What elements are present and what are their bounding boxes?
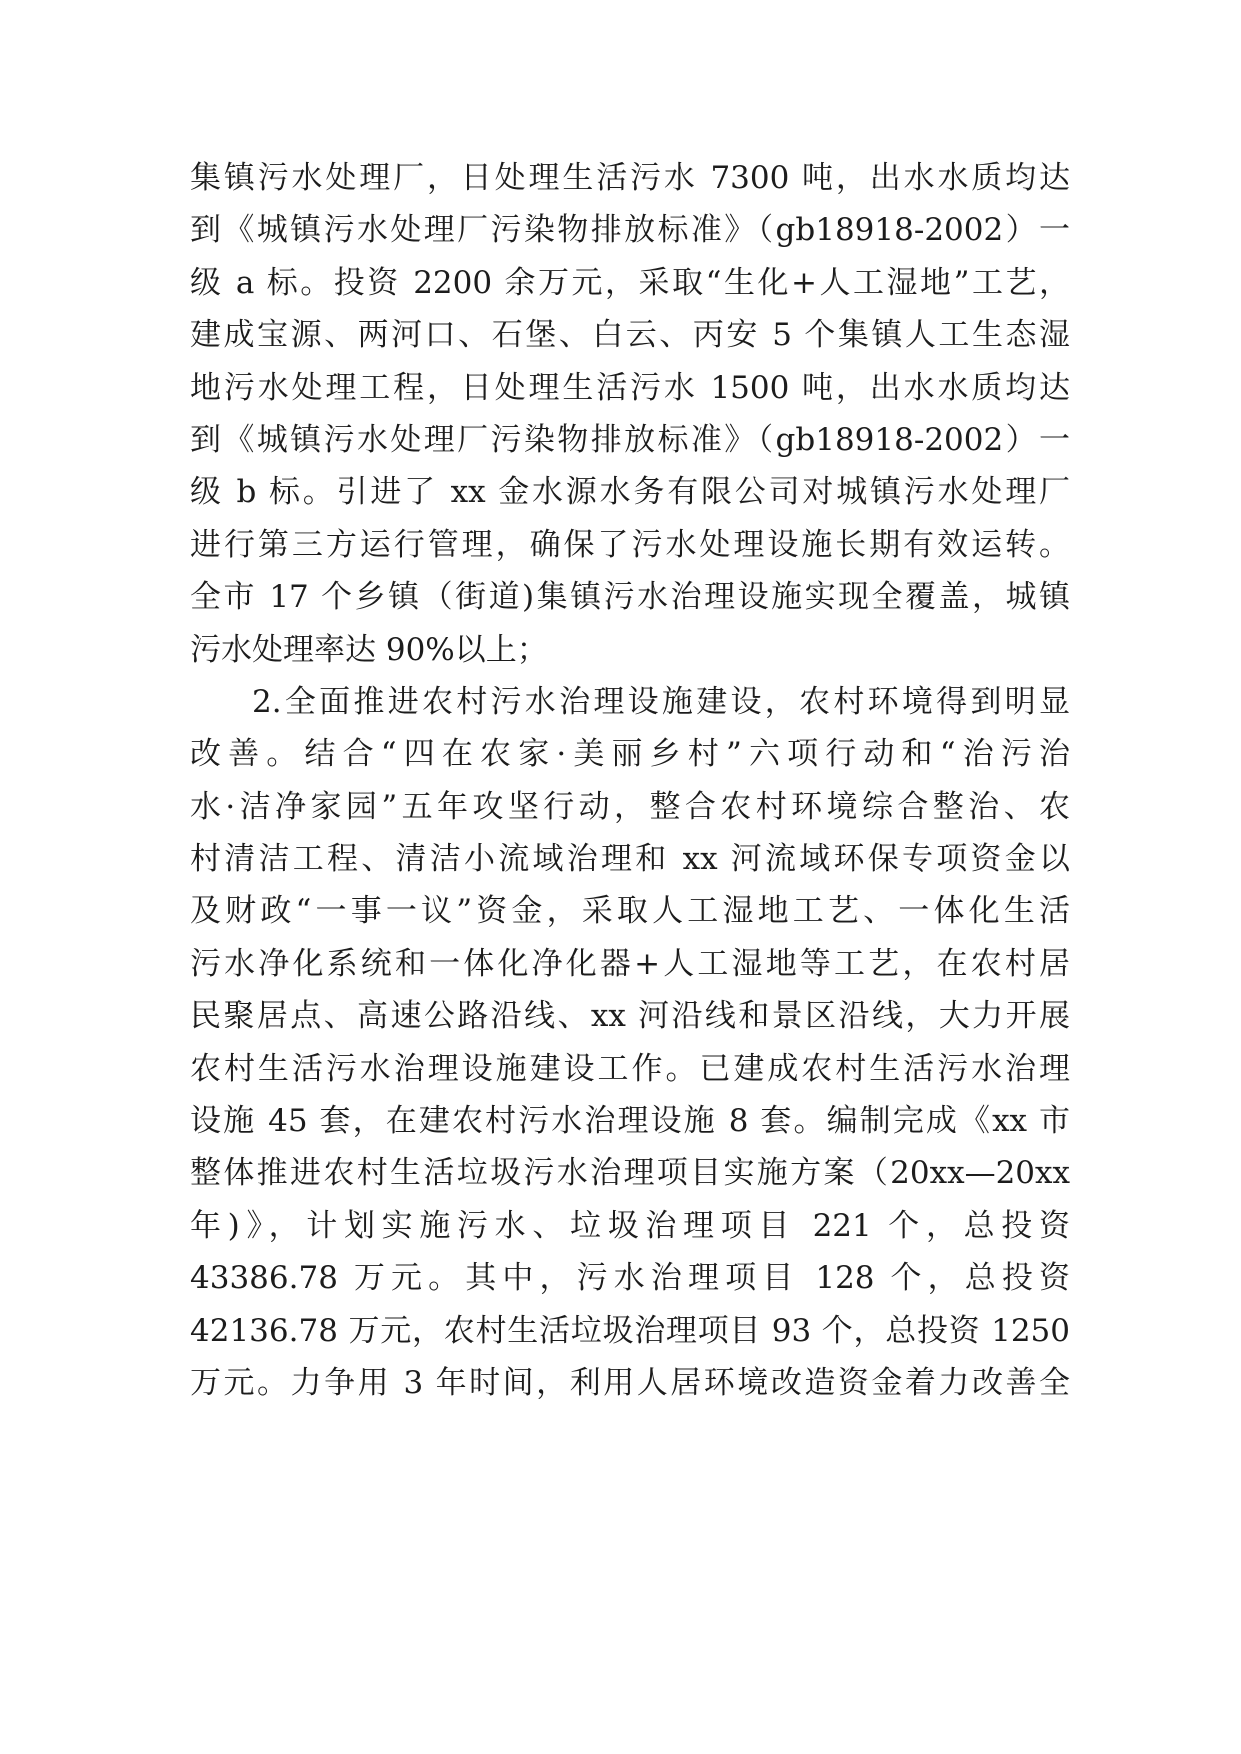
text-line: 万元。力争用 3 年时间，利用人居环境改造资金着力改善全 [190,1364,1070,1401]
text-line: 42136.78 万元，农村生活垃圾治理项目 93 个，总投资 1250 [190,1312,1070,1349]
text-line: 全市 17 个乡镇（街道)集镇污水治理设施实现全覆盖，城镇 [190,579,1070,616]
text-line: 年)》，计划实施污水、垃圾治理项目 221 个，总投资 [190,1207,1070,1244]
text-line: 到《城镇污水处理厂污染物排放标准》（gb18918-2002）一 [190,212,1070,249]
body-text [190,152,1070,1409]
text-line: 进行第三方运行管理，确保了污水处理设施长期有效运转。 [190,526,1070,563]
text-line: 农村生活污水治理设施建设工作。已建成农村生活污水治理 [190,1050,1070,1087]
text-line: 级 b 标。引进了 xx 金水源水务有限公司对城镇污水处理厂 [190,474,1070,511]
text-line: 水·洁净家园”五年攻坚行动，整合农村环境综合整治、农 [190,788,1070,825]
text-line: 建成宝源、两河口、石堡、白云、丙安 5 个集镇人工生态湿 [190,317,1070,354]
text-line: 到《城镇污水处理厂污染物排放标准》（gb18918-2002）一 [190,421,1070,458]
text-line: 地污水处理工程，日处理生活污水 1500 吨，出水水质均达 [190,369,1070,406]
text-line: 集镇污水处理厂，日处理生活污水 7300 吨，出水水质均达 [190,160,1070,196]
text-line: 改善。结合“四在农家·美丽乡村”六项行动和“治污治 [190,736,1070,773]
text-line: 43386.78 万元。其中，污水治理项目 128 个，总投资 [190,1260,1070,1297]
text-line: 污水处理率达 90%以上； [190,631,548,668]
text-line: 村清洁工程、清洁小流域治理和 xx 河流域环保专项资金以 [190,841,1070,878]
text-line: 污水净化系统和一体化净化器+人工湿地等工艺，在农村居 [190,945,1070,982]
text-line: 及财政“一事一议”资金，采取人工湿地工艺、一体化生活 [190,893,1070,930]
text-line: 设施 45 套，在建农村污水治理设施 8 套。编制完成《xx 市 [190,1103,1070,1140]
paragraph-heading-line: 2.全面推进农村污水治理设施建设，农村环境得到明显 [252,683,1070,720]
text-line: 整体推进农村生活垃圾污水治理项目实施方案（20xx—20xx [190,1155,1070,1192]
text-line: 级 a 标。投资 2200 余万元，采取“生化+人工湿地”工艺， [190,264,1070,301]
text-line: 民聚居点、高速公路沿线、xx 河沿线和景区沿线，大力开展 [190,998,1070,1035]
